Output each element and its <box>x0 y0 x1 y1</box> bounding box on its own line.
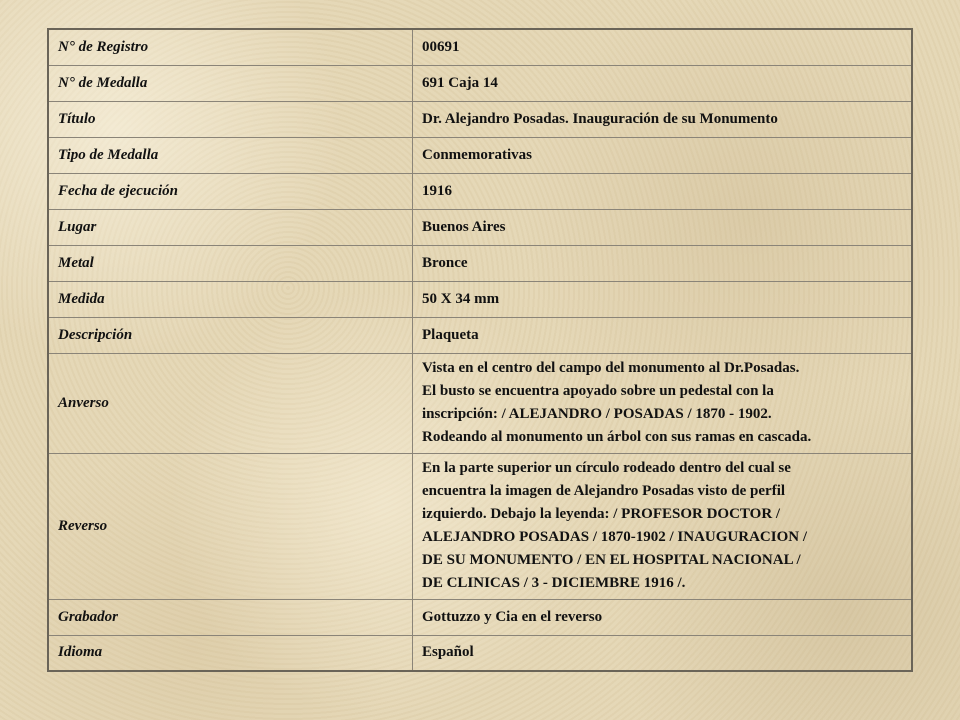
row-value: Español <box>413 635 913 671</box>
row-value: Bronce <box>413 245 913 281</box>
row-idioma <box>48 635 912 671</box>
row-value <box>413 353 913 453</box>
text-line: En la parte superior un círculo rodeado dentro del cual se <box>422 459 791 476</box>
text-line: ALEJANDRO POSADAS / 1870-1902 / INAUGURACION / <box>422 528 808 545</box>
text-line: El busto se encuentra apoyado sobre un pedestal con la <box>422 382 774 399</box>
text-line: DE CLINICAS / 3 - DICIEMBRE 1916 /. <box>422 574 686 591</box>
text-line: encuentra la imagen de Alejandro Posadas visto de perfil <box>422 482 786 499</box>
row-value: 691 Caja 14 <box>413 65 913 101</box>
row-label: Grabador <box>48 599 413 635</box>
row-descripcion <box>48 317 912 353</box>
row-label: Descripción <box>48 317 413 353</box>
row-medida <box>48 281 912 317</box>
medal-record-table <box>47 28 913 672</box>
row-lugar <box>48 209 912 245</box>
row-label: Lugar <box>48 209 413 245</box>
text-line: DE SU MONUMENTO / EN EL HOSPITAL NACIONAL / <box>422 551 801 568</box>
row-value: Plaqueta <box>413 317 913 353</box>
row-medalla <box>48 65 912 101</box>
row-value: Buenos Aires <box>413 209 913 245</box>
row-value: Gottuzzo y Cia en el reverso <box>413 599 913 635</box>
row-metal <box>48 245 912 281</box>
text-line: inscripción: / ALEJANDRO / POSADAS / 1870 - 1902. <box>422 405 772 422</box>
row-label: N° de Registro <box>48 29 413 65</box>
row-label: Idioma <box>48 635 413 671</box>
row-titulo <box>48 101 912 137</box>
row-label: Medida <box>48 281 413 317</box>
row-value: 00691 <box>413 29 913 65</box>
text-line: izquierdo. Debajo la leyenda: / PROFESOR DOCTOR / <box>422 505 781 522</box>
row-reverso <box>48 453 912 599</box>
row-tipo <box>48 137 912 173</box>
row-label: Anverso <box>48 353 413 453</box>
row-label: Metal <box>48 245 413 281</box>
row-label: Título <box>48 101 413 137</box>
row-label: Tipo de Medalla <box>48 137 413 173</box>
row-fecha <box>48 173 912 209</box>
row-value: 50 X 34 mm <box>413 281 913 317</box>
text-line: Rodeando al monumento un árbol con sus ramas en cascada. <box>422 428 812 445</box>
row-anverso <box>48 353 912 453</box>
row-value: 1916 <box>413 173 913 209</box>
text-line: Vista en el centro del campo del monumento al Dr.Posadas. <box>422 359 800 376</box>
row-value <box>413 453 913 599</box>
row-label: Reverso <box>48 453 413 599</box>
row-grabador <box>48 599 912 635</box>
row-label: N° de Medalla <box>48 65 413 101</box>
row-value: Conmemorativas <box>413 137 913 173</box>
row-label: Fecha de ejecución <box>48 173 413 209</box>
row-value: Dr. Alejandro Posadas. Inauguración de su Monumento <box>413 101 913 137</box>
row-registro <box>48 29 912 65</box>
